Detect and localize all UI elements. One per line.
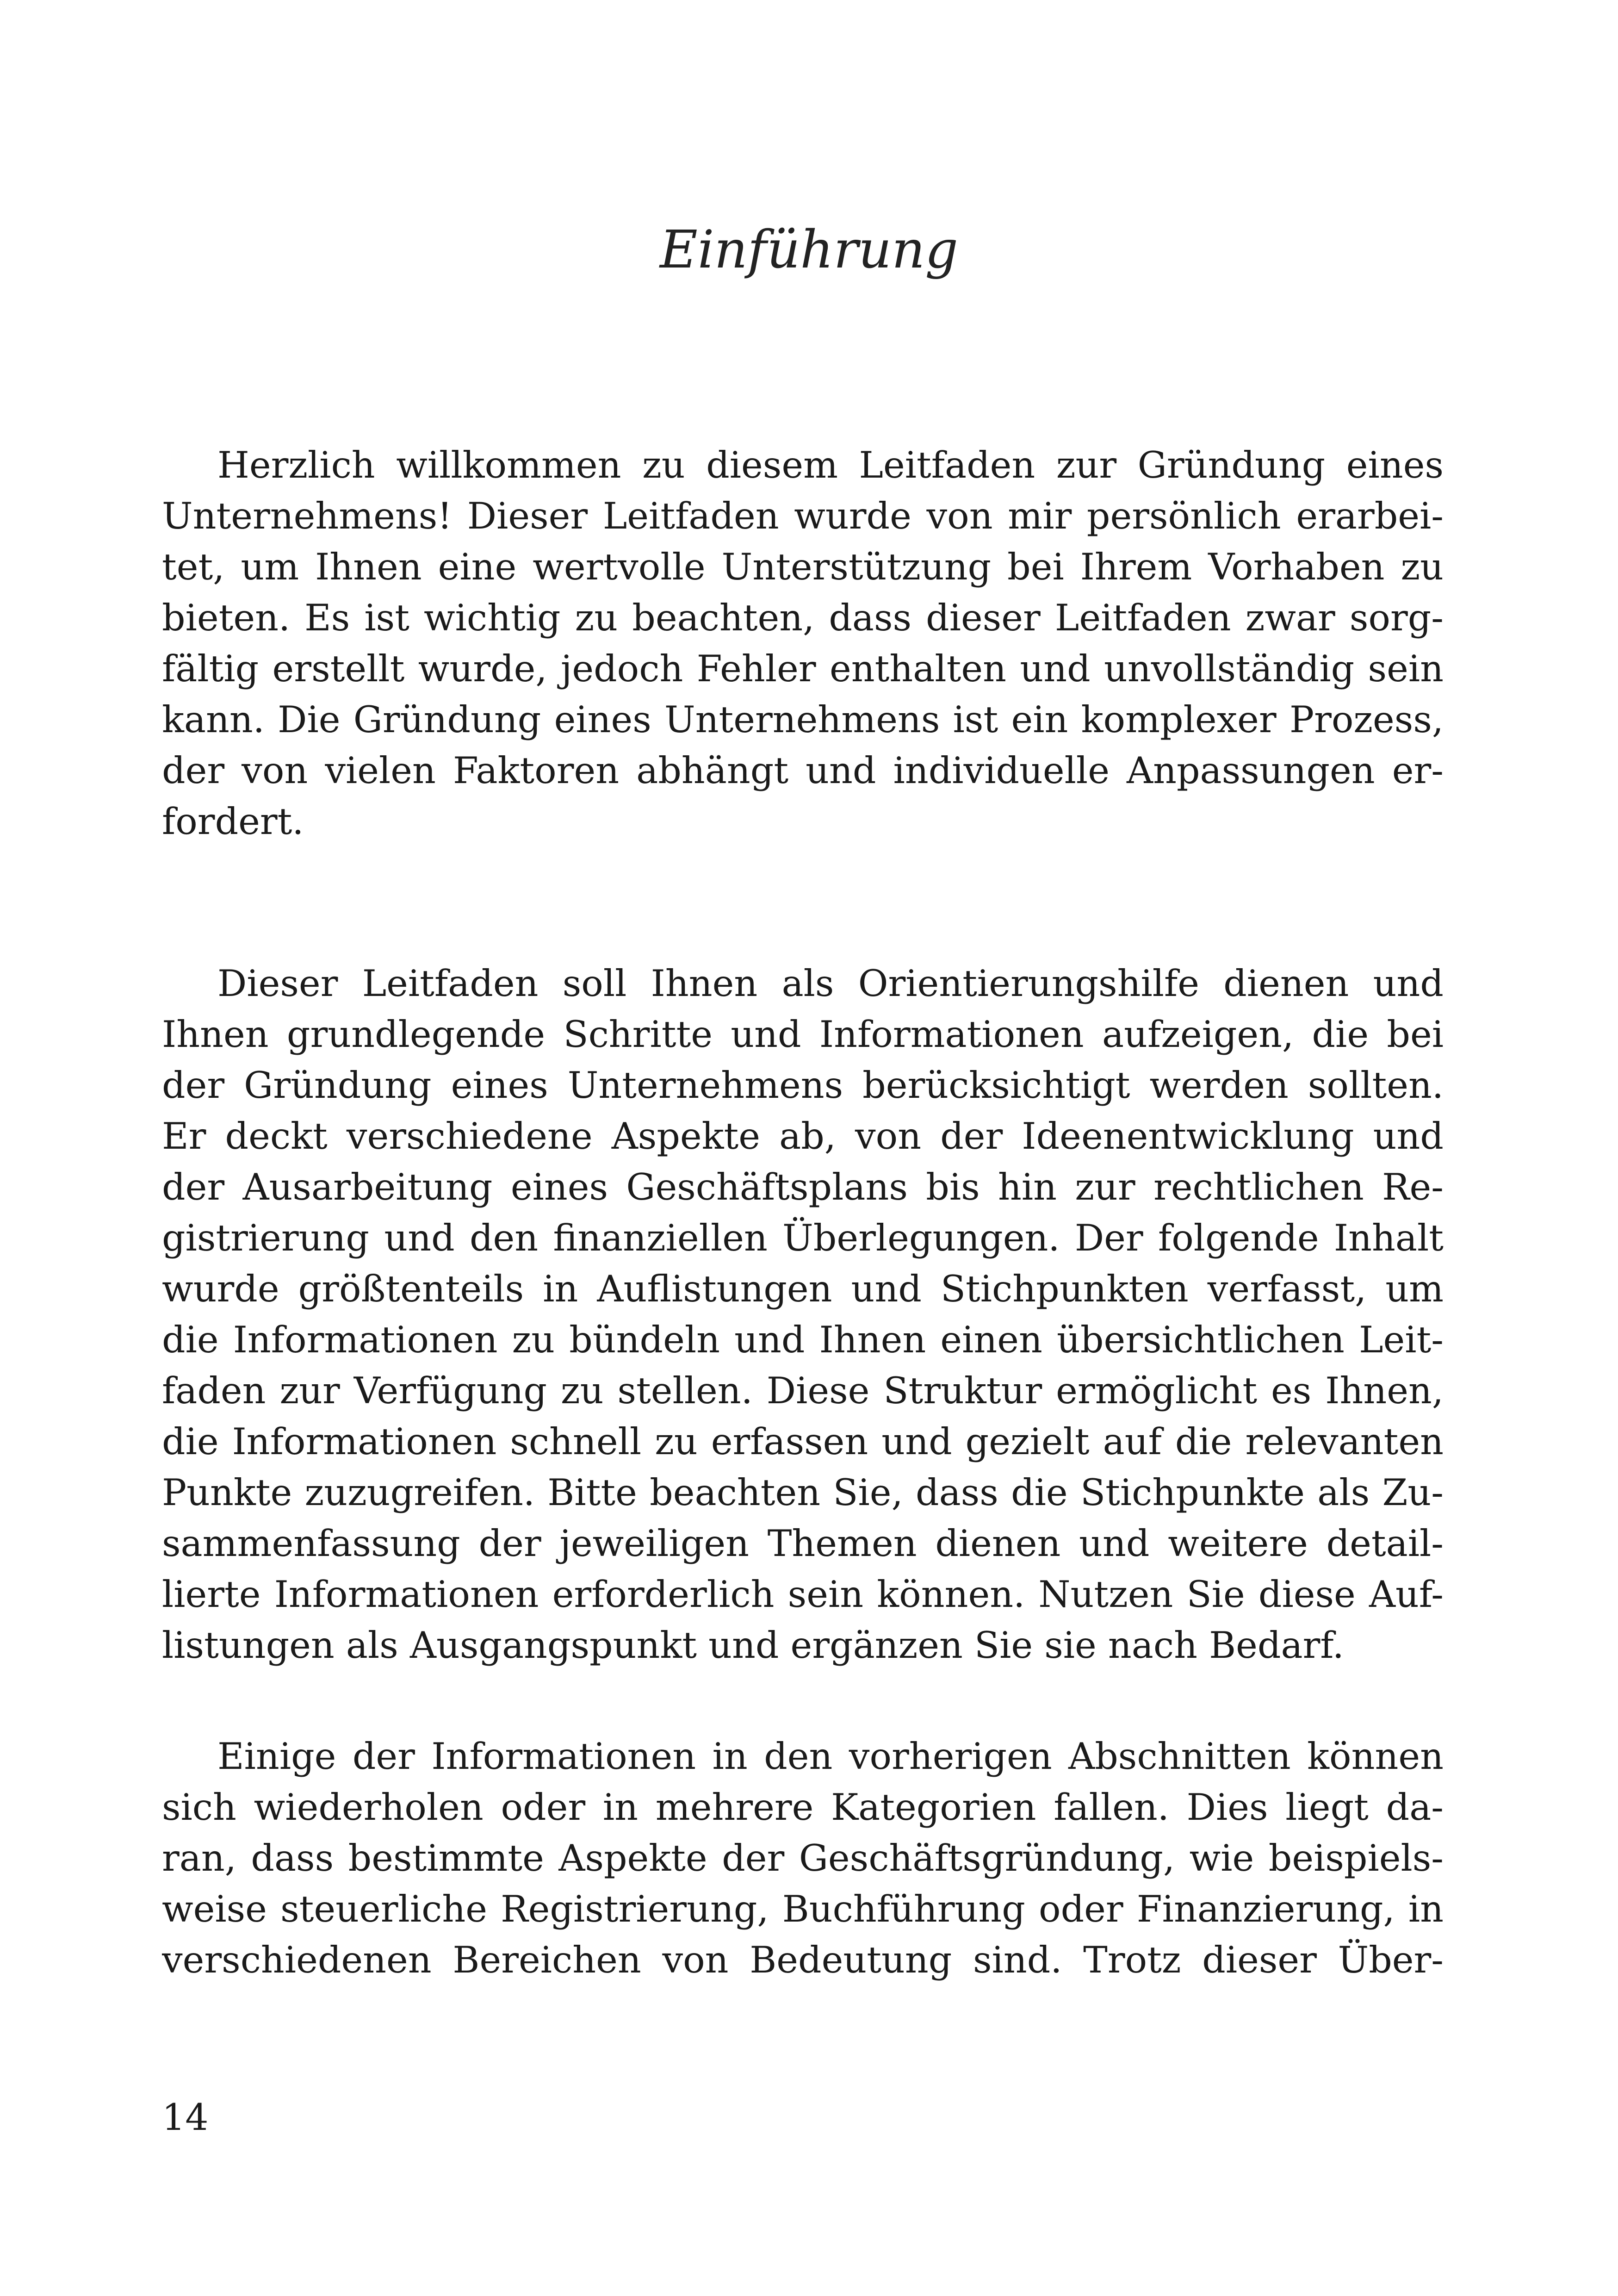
text-line: Punkte zuzugreifen. Bitte beachten Sie, dass die Stichpunkte als Zu- <box>162 1471 1444 1514</box>
text-line: der von vielen Faktoren abhängt und individuelle Anpassungen er- <box>162 749 1444 792</box>
text-line: fältig erstellt wurde, jedoch Fehler enthalten und unvollständig sein <box>162 647 1444 690</box>
text-line: kann. Die Gründung eines Unternehmens ist ein komplexer Prozess, <box>162 698 1444 741</box>
text-line: Einige der Informationen in den vorherigen Abschnitten können <box>217 1735 1444 1778</box>
text-line: Dieser Leitfaden soll Ihnen als Orientierungshilfe dienen und <box>217 962 1444 1005</box>
text-line: verschiedenen Bereichen von Bedeutung sind. Trotz dieser Über- <box>162 1939 1444 1981</box>
text-line: Unternehmens! Dieser Leitfaden wurde von mir persönlich erarbei- <box>162 495 1444 537</box>
text-line: ran, dass bestimmte Aspekte der Geschäftsgründung, wie beispiels- <box>162 1837 1444 1879</box>
text-line: Ihnen grundlegende Schritte und Informationen aufzeigen, die bei <box>162 1013 1444 1056</box>
paragraph-repetition <box>162 1731 1444 1985</box>
text-line: faden zur Verfügung zu stellen. Diese Struktur ermöglicht es Ihnen, <box>162 1369 1444 1412</box>
text-line: sammenfassung der jeweiligen Themen dienen und weitere detail- <box>162 1522 1444 1565</box>
text-line: fordert. <box>162 800 304 843</box>
text-line: lierte Informationen erforderlich sein können. Nutzen Sie diese Auf- <box>162 1573 1444 1616</box>
text-line: Er deckt verschiedene Aspekte ab, von der Ideenentwicklung und <box>162 1115 1444 1157</box>
text-line: bieten. Es ist wichtig zu beachten, dass dieser Leitfaden zwar sorg- <box>162 597 1444 639</box>
paragraph-intro <box>162 440 1444 847</box>
text-line: tet, um Ihnen eine wertvolle Unterstützung bei Ihrem Vorhaben zu <box>162 546 1444 588</box>
text-line: die Informationen zu bündeln und Ihnen einen übersichtlichen Leit- <box>162 1319 1444 1361</box>
text-line: Herzlich willkommen zu diesem Leitfaden zur Gründung eines <box>217 444 1444 486</box>
text-line: der Gründung eines Unternehmens berücksichtigt werden sollten. <box>162 1064 1444 1107</box>
page-title: Einführung <box>660 220 958 280</box>
paragraph-orientation <box>162 958 1444 1671</box>
text-line: sich wiederholen oder in mehrere Kategorien fallen. Dies liegt da- <box>162 1786 1444 1829</box>
text-line: listungen als Ausgangspunkt und ergänzen Sie sie nach Bedarf. <box>162 1624 1344 1667</box>
text-line: gistrierung und den finanziellen Überlegungen. Der folgende Inhalt <box>162 1217 1444 1259</box>
text-line: weise steuerliche Registrierung, Buchführung oder Finanzierung, in <box>162 1888 1444 1930</box>
text-line: der Ausarbeitung eines Geschäftsplans bis hin zur rechtlichen Re- <box>162 1166 1444 1208</box>
text-line: die Informationen schnell zu erfassen und gezielt auf die relevanten <box>162 1420 1444 1463</box>
text-line: wurde größtenteils in Auflistungen und Stichpunkten verfasst, um <box>162 1268 1444 1310</box>
page-number: 14 <box>162 2096 209 2139</box>
